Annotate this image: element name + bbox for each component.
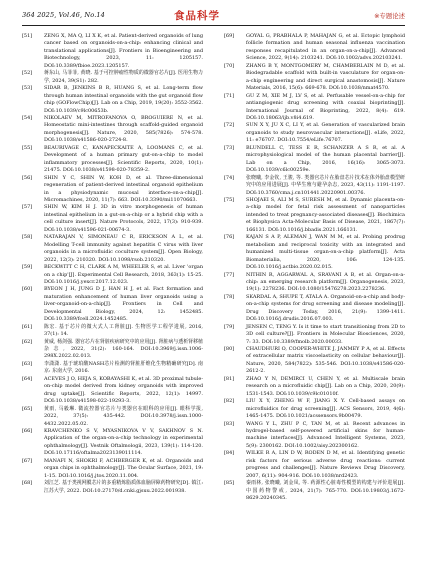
reference-text: WANG Y L, ZHU P C, TAN M, et al. Recent advances in hydrogel-based self-powered artificial skins for human-machine interfaces[J]. Advanced Intelligent Systems, 2023, 5(9): 2300162. DOI:10.1002/aisy.202300162. xyxy=(246,420,405,449)
reference-number: [84] xyxy=(224,450,235,457)
reference-text: 李潇潇. 基于琥珀酸NASH芯片检测的肾脏肝维化生物精确研究[D]. 南京: 东南大学, 2016. xyxy=(44,360,203,375)
reference-number: [69] xyxy=(224,33,235,39)
reference-number: [80] xyxy=(224,346,235,353)
reference-text: NATARAJAN V, SIMONEAU C R, ERICKSON A L, et al. Modelling T-cell immunity against hepatitis C virus with liver organoids in a microfluidic coculture system[J]. Open Biology, 2022, 12(3): 210320. DOI:10.1098/rsob.210320. xyxy=(44,234,203,263)
reference-entry xyxy=(22,286,203,323)
reference-number: [60] xyxy=(22,286,33,293)
journal-info: 364 2025, Vol.46, No.14 xyxy=(22,11,105,19)
reference-number: [70] xyxy=(224,62,235,69)
reference-entry xyxy=(22,339,203,361)
reference-number: [82] xyxy=(224,398,235,405)
reference-number: [65] xyxy=(22,405,33,412)
reference-number: [79] xyxy=(224,323,235,330)
reference-text: SIDAR B, JENKINS B R, HUANG S, et al. Long-term flow through human intestinal organoids with the gut organoid flow chip (GOFlowChip)[J]. Lab on a Chip, 2019, 19(20): 3552-3562. DOI:10.1039/c9lc00653b. xyxy=(44,85,203,114)
reference-number: [73] xyxy=(224,144,235,151)
reference-text: GU Z M, XIE M J, LV S, et al. Perfusable vessel-on-a-chip for antiangiogenic drug screening with coaxial bioprinting[J]. International Journal of Bioprinting, 2022, 8(4): 619. DOI:10.18063/ijb.v8i4.619. xyxy=(246,92,405,121)
reference-entry xyxy=(22,175,203,205)
reference-entry xyxy=(224,480,405,502)
reference-entry xyxy=(224,450,405,480)
reference-entry xyxy=(224,324,405,346)
reference-text: GOYAL G, PRABHALA P, MAHAJAN G, et al. Ectopic lymphoid follicle formation and human seasonal influenza vaccination responses recapitulated in an organ-on-a-chip[J]. Advanced Science, 2022, 9(14): 2103241. DOI:10.1002/advs.202103241. xyxy=(246,33,405,62)
reference-text: 刘江芝. 基于类视网膜芯片的多重精炼脂质体血脑屏障药物研究[D]. 镇江: 江苏大学, 2022. DOI:10.27170/d.cnki.gjsuu.2022.001938. xyxy=(44,480,203,494)
reference-text: BECKWITT C H, CLARK A M, WHEELER S, et al. Liver 'organ on a chip'[J]. Experimental Cell Research, 2018, 363(1): 15-25. DOI:10.1016/j.yexcr.2017.12.023. xyxy=(44,264,203,285)
reference-entry xyxy=(224,421,405,451)
reference-entry xyxy=(22,115,203,145)
reference-entry xyxy=(22,145,203,175)
reference-number: [78] xyxy=(224,293,235,300)
reference-text: NITHIN R, AGGARWAL A, SRAVANI A B, et al. Organ-on-a-chip: an emerging research platform[J]. Organogenesis, 2023, 19(1): 2278236. DOI:10.1080/15476278.2023.2278236. xyxy=(246,271,405,293)
reference-text: SHIN W, KIM H J. 3D in vitro morphogenesis of human intestinal epithelium in a gut-on-a-chip or a hybrid chip with a cell culture insert[J]. Nature Protocols, 2022, 17(3): 910-939. DOI:10.1038/s41596-021-00674-3. xyxy=(44,204,203,233)
reference-number: [64] xyxy=(22,375,33,382)
reference-text: ZHAO Y N, DEMIRCI U, CHEN Y, et al. Multiscale brain research on a microfluidic chip[J]. Lab on a Chip, 2020, 20(9): 1531-1543. DOI:10.1039/c9lc01010f. xyxy=(246,375,405,397)
reference-entry xyxy=(22,428,203,458)
reference-text: MANAFI N, SHOKRI F, ACHBERGER K, et al. Organoids and organ chips in ophthalmology[J]. The Ocular Surface, 2021, 19: 1-15. DOI:10.1016/j.jtos.2020.11.004. xyxy=(44,457,204,479)
reference-text: SUN X Y, JU X C, LI Y, et al. Generation of vascularized brain organoids to study neurovascular interactions[J]. eLife, 2022, 11: e76707. DOI:10.7554/eLife.76707. xyxy=(246,122,405,144)
reference-entry xyxy=(22,85,203,115)
reference-number: [81] xyxy=(224,375,235,382)
reference-number: [74] xyxy=(224,174,235,181)
reference-number: [76] xyxy=(224,234,235,241)
reference-entry xyxy=(224,145,405,175)
reference-number: [75] xyxy=(224,196,235,203)
reference-entry xyxy=(22,234,203,264)
reference-text: 秦雨林, 张晓曦, 刘金凤, 等. 药源性心脏毒性模型的构建与评价进展[J]. 中国药物警戒, 2024, 21(7): 765-770. DOI:10.19803/j.1672-8629.20240345. xyxy=(246,480,405,502)
reference-entry xyxy=(224,122,405,144)
reference-entry xyxy=(224,376,405,398)
reference-text: 张晓曦, 李金钦, 王骏, 等. 类器官芯片在胎盘芯片技术在体外胎盘模型研究中的应用进展[J]. 中华生殖与避孕杂志, 2023, 43(11): 1191-1197. DOI:10.3760/cma.j.cn101441.20220901.00376. xyxy=(246,174,405,196)
reference-column-left xyxy=(22,33,203,495)
reference-number: [52] xyxy=(22,70,33,77)
reference-text: 黄雨, 马毅琳. 微流控器官芯片与类器官在眼科的应用[J]. 眼科学报, 2022, 37(5): 435-442. DOI:10.3978/j.issn.1000-4432.2022.05.02. xyxy=(44,405,203,427)
reference-entry xyxy=(22,458,203,480)
reference-number: [61] xyxy=(22,323,33,330)
reference-entry xyxy=(22,480,203,495)
reference-entry xyxy=(224,197,405,234)
reference-entry xyxy=(22,204,203,234)
reference-entry xyxy=(224,63,405,93)
reference-text: SHOJAEI S, ALI M S, SURESH M, et al. Dynamic placenta-on-a-chip model for fetal risk assessment of nanoparticles intended to treat pregnancy-associated diseases[J]. Biochimica et Biophysica Acta-Molecular Basis of Disease, 2021, 1867(7): 166131. DOI:10.1016/j.bbadis.2021.166131. xyxy=(246,196,405,233)
reference-number: [83] xyxy=(224,420,235,427)
reference-number: [57] xyxy=(22,204,33,211)
reference-number: [72] xyxy=(224,122,235,129)
reference-number: [59] xyxy=(22,264,33,271)
reference-entry xyxy=(22,324,203,339)
reference-entry xyxy=(224,33,405,63)
reference-number: [56] xyxy=(22,174,33,181)
reference-text: 蒋东山, 马菲菲, 黄晓. 基于可控肿瘤性物质的微器官芯片[J]. 医用生物力学, 2024, 39(S1): 282. xyxy=(44,70,203,84)
reference-text: SKARDAL A, SHUPE T, ATALA A. Organoid-on-a-chip and body-on-a-chip systems for drug screening and disease modeling[J]. Drug Discovery Today, 2016, 21(9): 1399-1411. DOI:10.1016/j.drudis.2016.07.003. xyxy=(246,293,405,323)
reference-entry xyxy=(22,264,203,286)
reference-number: [85] xyxy=(224,480,235,487)
reference-text: LIU X Y, ZHENG W F, JIANG X Y. Cell-based assays on microfluidics for drug screening[J]. ACS Sensors, 2019, 4(6): 1465-1475. DOI:10.1021/acssensors.9b00479. xyxy=(246,398,405,420)
reference-text: BEAURIVAGE C, KANAPECKAITE A, LOOMANS C, et al. Development of a human primary gut-on-a-chip to model inflammatory processes[J]. Scientific Reports, 2020, 10(1): 21475. DOI:10.1038/s41598-020-78359-2. xyxy=(44,144,203,174)
reference-number: [53] xyxy=(22,85,33,92)
reference-number: [62] xyxy=(22,338,33,345)
page-header xyxy=(22,10,405,24)
reference-column-right xyxy=(224,33,405,503)
reference-number: [71] xyxy=(224,92,235,99)
reference-entry xyxy=(224,93,405,123)
reference-text: KRAVCHENKO S V, MYASNIKOVA V V, SAKHNOV S N. Application of the organ-on-a-chip technology in experimental ophthalmology[J]. Vestnik Oftalmologii, 2023, 139(1): 114-120. DOI:10.17116/oftalma2023139011114. xyxy=(44,428,203,457)
reference-number: [54] xyxy=(22,114,33,121)
reference-text: BYEON J H, JUNG D J, HAN H J, et al. Fact formation and maturation enhancement of human liver organoids using a liver-organoid-on-a-chip[J]. Frontiers in Cell and Developmental Biology, 2024, 12: 1452485. DOI:10.3389/fcell.2024.1452485. xyxy=(44,286,203,323)
reference-number: [67] xyxy=(22,457,33,464)
reference-number: [51] xyxy=(22,33,33,39)
reference-text: CHAUDHURI O, COOPER-WHITE J, JANMEY P A, et al. Effects of extracellular matrix viscoelasticity on cellular behaviour[J]. Nature, 2020, 584(7822): 535-546. DOI:10.1038/s41586-020-2612-2. xyxy=(246,346,405,375)
reference-text: ZHANG B Y, MONTGOMERY M, CHAMBERLAIN M D, et al. Biodegradable scaffold with built-in vasculature for organ-on-a-chip engineering and direct surgical anastomosis[J]. Nature Materials, 2016, 15(6): 669-678. DOI:10.1038/nmat4570. xyxy=(246,62,405,92)
reference-entry xyxy=(22,361,203,376)
reference-text: 陈宏. 基于芯片的微大式人工肾脏[J]. 生物医学工程学进展, 2016, 37(1): 14. xyxy=(44,323,203,338)
reference-entry xyxy=(224,398,405,420)
section-label: ※专题论述 xyxy=(374,12,405,20)
reference-text: WILKE R A, LIN D W, RODEN D M, et al. Identifying genetic risk factors for serious adverse drug reactions: current progress and challenges[J]. Nature Reviews Drug Discovery, 2007, 6(11): 904-916. DOI:10.1038/nrd2423. xyxy=(246,450,405,479)
reference-text: 黄威, 杨剑强. 器官芯片在肾脏疾病研究中的应用[J]. 肾脏病与透析肾移植杂志, 2022, 31(2): 160-164. DOI:10.3969/j.issn.1006-298X.2022.02.013. xyxy=(44,338,203,360)
journal-name: 食品科学 xyxy=(174,10,220,22)
reference-entry xyxy=(22,70,203,85)
reference-entry xyxy=(224,294,405,324)
reference-text: SHIN Y C, SHIN W, KOH D, et al. Three-dimensional regeneration of patient-derived intestinal organoid epithelium in a physiodynamic mucosal interface-on-a-chip[J]. Micromachines, 2020, 11(7): 663. DOI:10.3390/mi11070663. xyxy=(44,174,203,203)
reference-entry xyxy=(224,346,405,376)
reference-entry xyxy=(22,33,203,70)
reference-number: [66] xyxy=(22,428,33,435)
reference-number: [68] xyxy=(22,480,33,487)
reference-text: ZENG X, MA Q, LI X K, et al. Patient-derived organoids of lung cancer based on organoids-on-a-chip: enhancing clinical and translational applications[J]. Frontiers in Bioengineering and Biotechnology, 2023, 11: 1205157. DOI:10.3389/fbioe.2023.1205157. xyxy=(44,33,203,69)
reference-entry xyxy=(224,175,405,197)
reference-text: KAJAN S A P, ALEMAN J, WAN M M, et al. Probing prodrug metabolism and reciprocal toxicity with an integrated and humanized multi-tissue organ-on-a-chip platform[J]. Acta Biomaterialia, 2020, 106: 124-135. DOI:10.1016/j.actbio.2020.02.015. xyxy=(246,234,405,271)
reference-number: [55] xyxy=(22,144,33,151)
reference-number: [77] xyxy=(224,271,235,278)
reference-number: [58] xyxy=(22,234,33,241)
header-rule xyxy=(22,25,405,26)
reference-entry xyxy=(224,272,405,294)
reference-text: BLUNDELL C, TESS E R, SCHANZER A S R, et al. A microphysiological model of the human placental barrier[J]. Lab on a Chip, 2016, 16(16): 3065-3073. DOI:10.1039/c6lc00259e. xyxy=(246,144,405,174)
reference-entry xyxy=(22,406,203,428)
reference-text: ACEVES J O, HEJA S, KOBAYASHI K, et al. 3D proximal tubule-on-chip model derived from kidney organoids with improved drug uptake[J]. Scientific Reports, 2022, 12(1): 14997. DOI:10.1038/s41598-022-19293-3. xyxy=(44,375,203,405)
reference-number: [63] xyxy=(22,360,33,367)
reference-text: NIKOLAEV M, MITROFANOVA O, BROGUIERE N, et al. Homeostatic mini-intestines through scaffold-guided organoid morphogenesis[J]. Nature, 2020, 585(7826): 574-578. DOI:10.1038/s41586-020-2724-8. xyxy=(44,114,203,144)
reference-entry xyxy=(224,234,405,271)
reference-entry xyxy=(22,376,203,406)
reference-text: JENSEN C, TENG Y. Is it time to start transitioning from 2D to 3D cell culture?[J]. Frontiers in Molecular Biosciences, 2020, 7: 33. DOI:10.3389/fmolb.2020.00033. xyxy=(246,323,405,345)
